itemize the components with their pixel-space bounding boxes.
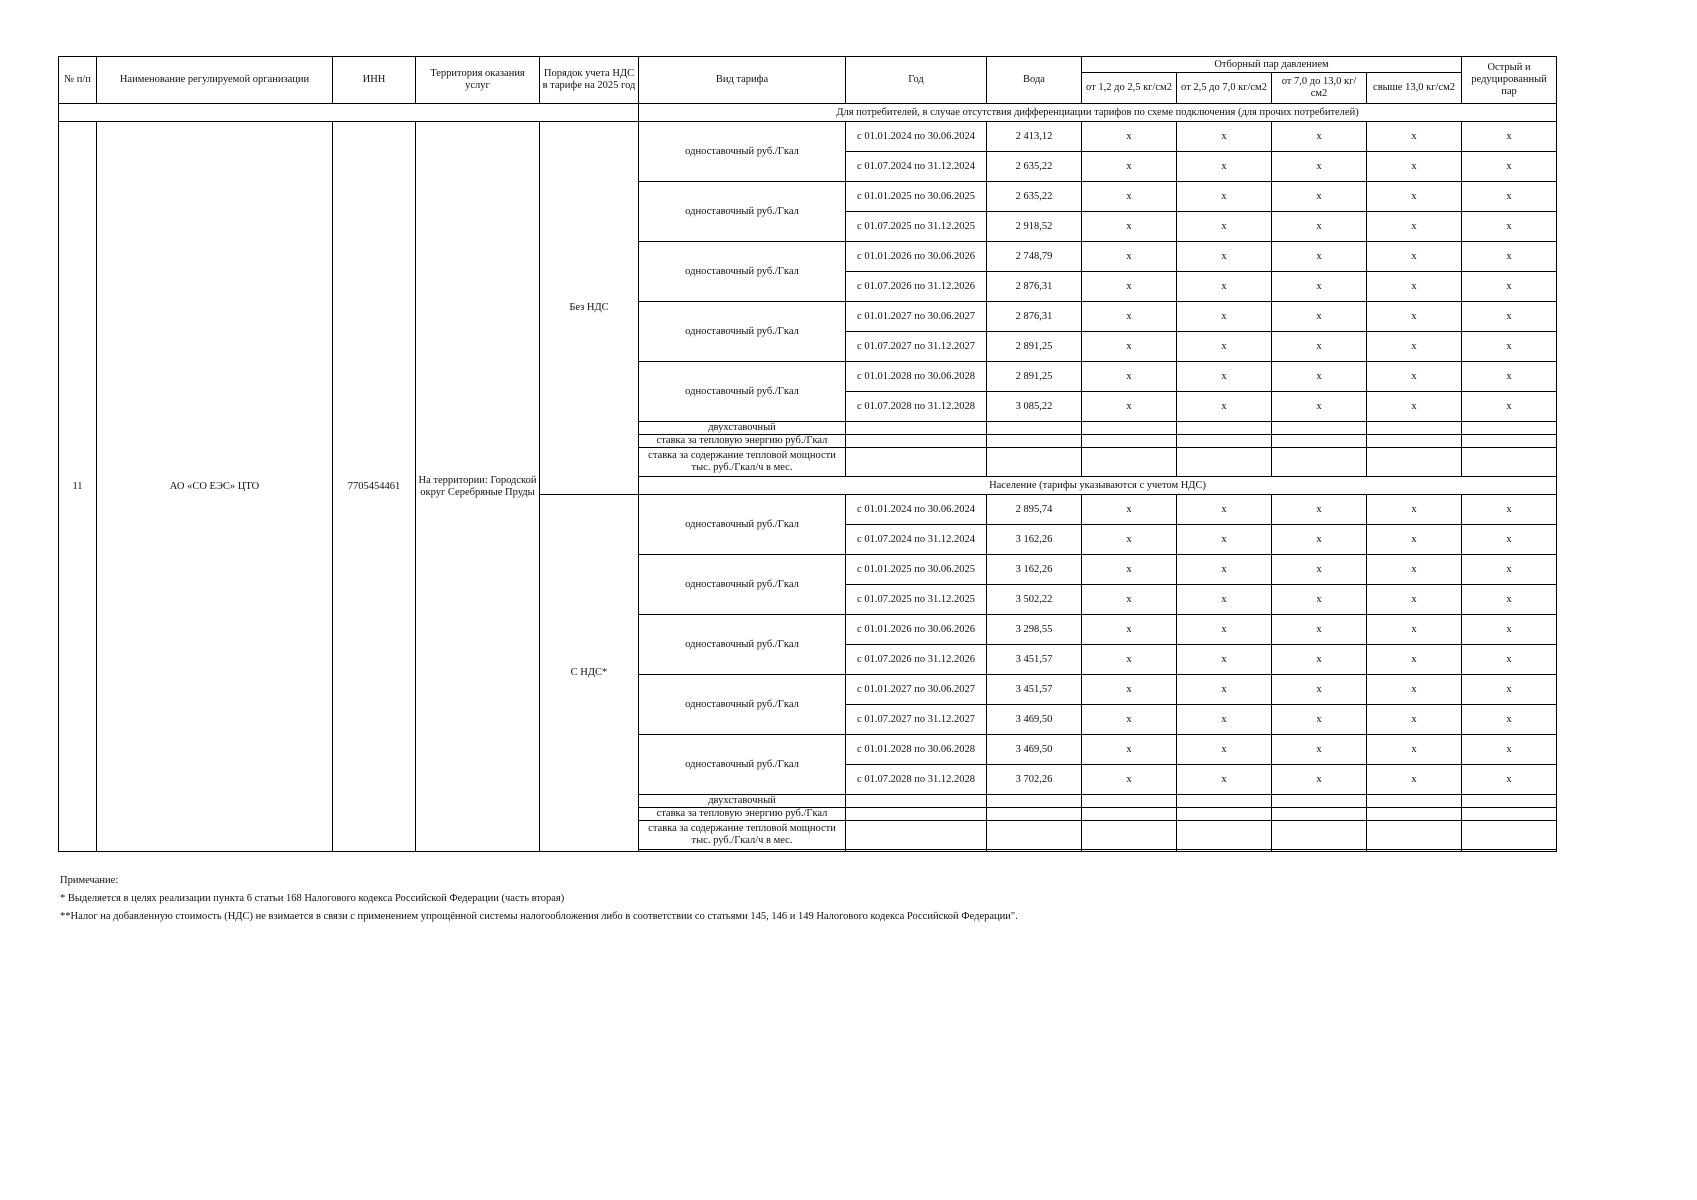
period-cell: с 01.07.2028 по 31.12.2028: [846, 765, 987, 795]
x-cell: x: [1082, 645, 1177, 675]
x-cell: x: [1082, 242, 1177, 272]
x-cell: x: [1177, 392, 1272, 422]
period-cell: с 01.01.2028 по 30.06.2028: [846, 735, 987, 765]
empty-cell: [1177, 422, 1272, 435]
x-cell: x: [1272, 302, 1367, 332]
header-tariff-type: Вид тарифа: [639, 57, 846, 104]
note-no-vat: **Налог на добавленную стоимость (НДС) не взимается в связи с применением упрощённой системы налогообложения либо в соответствии со статьями 145, 146 и 149 Налогового кодекса Российской Федерации".: [60, 911, 1018, 922]
energy-rate-label: ставка за тепловую энергию руб./Гкал: [639, 808, 846, 821]
x-cell: x: [1462, 212, 1557, 242]
x-cell: x: [1462, 615, 1557, 645]
x-cell: x: [1177, 735, 1272, 765]
vat-label: Без НДС: [540, 122, 639, 495]
x-cell: x: [1082, 495, 1177, 525]
empty-cell: [987, 422, 1082, 435]
empty-cell: [1177, 435, 1272, 448]
x-cell: x: [1177, 362, 1272, 392]
x-cell: x: [1367, 332, 1462, 362]
empty-cell: [1367, 435, 1462, 448]
x-cell: x: [1367, 212, 1462, 242]
period-cell: с 01.07.2027 по 31.12.2027: [846, 332, 987, 362]
x-cell: x: [1272, 615, 1367, 645]
water-value: 3 085,22: [987, 392, 1082, 422]
empty-cell: [1082, 821, 1177, 850]
empty-cell: [1082, 448, 1177, 477]
header-steam-group: Отборный пар давлением: [1082, 57, 1462, 73]
x-cell: x: [1462, 765, 1557, 795]
water-value: 3 451,57: [987, 645, 1082, 675]
x-cell: x: [1177, 645, 1272, 675]
water-value: 3 469,50: [987, 705, 1082, 735]
empty-cell: [987, 821, 1082, 850]
tariff-single-rate: одноставочный руб./Гкал: [639, 122, 846, 182]
header-inn: ИНН: [333, 57, 416, 104]
empty-cell: [846, 448, 987, 477]
x-cell: x: [1272, 645, 1367, 675]
x-cell: x: [1367, 735, 1462, 765]
water-value: 3 469,50: [987, 735, 1082, 765]
x-cell: x: [1272, 122, 1367, 152]
x-cell: x: [1272, 705, 1367, 735]
header-sharp-steam: Острый и редуцированный пар: [1462, 57, 1557, 104]
empty-cell: [846, 422, 987, 435]
x-cell: x: [1462, 182, 1557, 212]
x-cell: x: [1177, 585, 1272, 615]
header-steam-1-2-5: от 1,2 до 2,5 кг/см2: [1082, 73, 1177, 104]
x-cell: x: [1462, 555, 1557, 585]
x-cell: x: [1367, 302, 1462, 332]
x-cell: x: [1177, 332, 1272, 362]
empty-cell: [1462, 448, 1557, 477]
capacity-rate-label: ставка за содержание тепловой мощности тыс. руб./Гкал/ч в мес.: [639, 448, 846, 477]
x-cell: x: [1177, 242, 1272, 272]
period-cell: с 01.07.2025 по 31.12.2025: [846, 585, 987, 615]
empty-cell: [1367, 422, 1462, 435]
x-cell: x: [1367, 362, 1462, 392]
period-cell: с 01.01.2028 по 30.06.2028: [846, 362, 987, 392]
water-value: 2 891,25: [987, 332, 1082, 362]
org-num: 11: [59, 122, 97, 852]
x-cell: x: [1462, 332, 1557, 362]
empty-cell: [987, 795, 1082, 808]
x-cell: x: [1177, 302, 1272, 332]
x-cell: x: [1082, 555, 1177, 585]
water-value: 2 891,25: [987, 362, 1082, 392]
tariff-single-rate: одноставочный руб./Гкал: [639, 302, 846, 362]
x-cell: x: [1177, 152, 1272, 182]
period-cell: с 01.01.2027 по 30.06.2027: [846, 302, 987, 332]
x-cell: x: [1082, 525, 1177, 555]
x-cell: x: [1367, 555, 1462, 585]
x-cell: x: [1272, 525, 1367, 555]
period-cell: с 01.01.2026 по 30.06.2026: [846, 242, 987, 272]
x-cell: x: [1272, 765, 1367, 795]
x-cell: x: [1272, 392, 1367, 422]
x-cell: x: [1082, 615, 1177, 645]
empty-cell: [1367, 850, 1462, 852]
x-cell: x: [1367, 272, 1462, 302]
water-value: 3 451,57: [987, 675, 1082, 705]
x-cell: x: [1367, 122, 1462, 152]
empty-cell: [1082, 435, 1177, 448]
empty-cell: [987, 808, 1082, 821]
period-cell: с 01.07.2024 по 31.12.2024: [846, 525, 987, 555]
x-cell: x: [1462, 122, 1557, 152]
x-cell: x: [1272, 585, 1367, 615]
x-cell: x: [1082, 212, 1177, 242]
empty-cell: [987, 435, 1082, 448]
x-cell: x: [1462, 242, 1557, 272]
header-vat-order: Порядок учета НДС в тарифе на 2025 год: [540, 57, 639, 104]
x-cell: x: [1367, 495, 1462, 525]
empty-cell: [1177, 448, 1272, 477]
period-cell: с 01.07.2027 по 31.12.2027: [846, 705, 987, 735]
empty-cell: [1462, 795, 1557, 808]
water-value: 2 635,22: [987, 152, 1082, 182]
tariff-single-rate: одноставочный руб./Гкал: [639, 675, 846, 735]
empty-cell: [1272, 850, 1367, 852]
x-cell: x: [1082, 675, 1177, 705]
x-cell: x: [1082, 332, 1177, 362]
water-value: 2 413,12: [987, 122, 1082, 152]
empty-cell: [639, 850, 846, 852]
org-name: АО «СО ЕЭС» ЦТО: [97, 122, 333, 852]
x-cell: x: [1272, 242, 1367, 272]
notes-title: Примечание:: [60, 875, 119, 886]
empty-cell: [846, 808, 987, 821]
x-cell: x: [1082, 272, 1177, 302]
water-value: 3 702,26: [987, 765, 1082, 795]
header-year: Год: [846, 57, 987, 104]
x-cell: x: [1272, 555, 1367, 585]
x-cell: x: [1177, 272, 1272, 302]
water-value: 2 876,31: [987, 302, 1082, 332]
x-cell: x: [1272, 495, 1367, 525]
header-territory: Территория оказания услуг: [416, 57, 540, 104]
x-cell: x: [1082, 182, 1177, 212]
x-cell: x: [1367, 645, 1462, 675]
water-value: 2 918,52: [987, 212, 1082, 242]
x-cell: x: [1462, 585, 1557, 615]
period-cell: с 01.01.2025 по 30.06.2025: [846, 182, 987, 212]
x-cell: x: [1177, 525, 1272, 555]
water-value: 2 876,31: [987, 272, 1082, 302]
empty-cell: [846, 795, 987, 808]
x-cell: x: [1177, 555, 1272, 585]
x-cell: x: [1177, 212, 1272, 242]
section-spacer: [59, 104, 639, 122]
empty-cell: [1272, 435, 1367, 448]
empty-cell: [1462, 808, 1557, 821]
x-cell: x: [1462, 645, 1557, 675]
period-cell: с 01.01.2024 по 30.06.2024: [846, 122, 987, 152]
x-cell: x: [1272, 182, 1367, 212]
empty-cell: [1462, 435, 1557, 448]
x-cell: x: [1082, 302, 1177, 332]
empty-cell: [1082, 850, 1177, 852]
empty-cell: [1082, 795, 1177, 808]
x-cell: x: [1272, 332, 1367, 362]
water-value: 3 162,26: [987, 555, 1082, 585]
period-cell: с 01.07.2026 по 31.12.2026: [846, 645, 987, 675]
period-cell: с 01.01.2024 по 30.06.2024: [846, 495, 987, 525]
empty-cell: [1177, 808, 1272, 821]
tariff-single-rate: одноставочный руб./Гкал: [639, 242, 846, 302]
header-num: № п/п: [59, 57, 97, 104]
x-cell: x: [1177, 495, 1272, 525]
x-cell: x: [1082, 705, 1177, 735]
empty-cell: [1367, 795, 1462, 808]
empty-cell: [1082, 422, 1177, 435]
section-other-consumers: Для потребителей, в случае отсутствия дифференциации тарифов по схеме подключения (для прочих потребителей): [639, 104, 1557, 122]
period-cell: с 01.01.2026 по 30.06.2026: [846, 615, 987, 645]
x-cell: x: [1462, 272, 1557, 302]
x-cell: x: [1367, 152, 1462, 182]
header-water: Вода: [987, 57, 1082, 104]
water-value: 2 635,22: [987, 182, 1082, 212]
tariff-single-rate: одноставочный руб./Гкал: [639, 495, 846, 555]
empty-cell: [1177, 850, 1272, 852]
x-cell: x: [1272, 212, 1367, 242]
x-cell: x: [1082, 735, 1177, 765]
empty-cell: [846, 821, 987, 850]
empty-cell: [1367, 821, 1462, 850]
x-cell: x: [1082, 585, 1177, 615]
x-cell: x: [1462, 735, 1557, 765]
empty-cell: [1367, 808, 1462, 821]
x-cell: x: [1367, 765, 1462, 795]
empty-cell: [1367, 448, 1462, 477]
water-value: 3 502,22: [987, 585, 1082, 615]
empty-cell: [1272, 821, 1367, 850]
empty-cell: [1272, 448, 1367, 477]
x-cell: x: [1367, 392, 1462, 422]
tariff-single-rate: одноставочный руб./Гкал: [639, 615, 846, 675]
period-cell: с 01.01.2025 по 30.06.2025: [846, 555, 987, 585]
empty-cell: [1462, 821, 1557, 850]
x-cell: x: [1462, 302, 1557, 332]
x-cell: x: [1272, 675, 1367, 705]
header-steam-13-plus: свыше 13,0 кг/см2: [1367, 73, 1462, 104]
tariff-single-rate: одноставочный руб./Гкал: [639, 555, 846, 615]
org-inn: 7705454461: [333, 122, 416, 852]
x-cell: x: [1177, 765, 1272, 795]
header-steam-2-5-7: от 2,5 до 7,0 кг/см2: [1177, 73, 1272, 104]
water-value: 3 298,55: [987, 615, 1082, 645]
x-cell: x: [1462, 152, 1557, 182]
period-cell: с 01.07.2028 по 31.12.2028: [846, 392, 987, 422]
empty-cell: [1082, 808, 1177, 821]
vat-label: С НДС*: [540, 495, 639, 852]
water-value: 2 895,74: [987, 495, 1082, 525]
org-territory: На территории: Городской округ Серебряные Пруды: [416, 122, 540, 852]
energy-rate-label: ставка за тепловую энергию руб./Гкал: [639, 435, 846, 448]
x-cell: x: [1082, 765, 1177, 795]
tariff-single-rate: одноставочный руб./Гкал: [639, 735, 846, 795]
x-cell: x: [1462, 525, 1557, 555]
empty-cell: [987, 850, 1082, 852]
x-cell: x: [1367, 615, 1462, 645]
x-cell: x: [1082, 392, 1177, 422]
x-cell: x: [1082, 152, 1177, 182]
water-value: 3 162,26: [987, 525, 1082, 555]
table-row: [59, 122, 1557, 152]
x-cell: x: [1367, 705, 1462, 735]
x-cell: x: [1082, 362, 1177, 392]
empty-cell: [1177, 795, 1272, 808]
x-cell: x: [1177, 675, 1272, 705]
empty-cell: [987, 448, 1082, 477]
x-cell: x: [1462, 392, 1557, 422]
x-cell: x: [1462, 362, 1557, 392]
x-cell: x: [1272, 735, 1367, 765]
x-cell: x: [1367, 525, 1462, 555]
tariff-sheet: [58, 56, 1550, 852]
note-vat: * Выделяется в целях реализации пункта 6 статьи 168 Налогового кодекса Российской Федерации (часть вторая): [60, 893, 565, 904]
tariff-single-rate: одноставочный руб./Гкал: [639, 182, 846, 242]
tariff-two-rate: двухставочный: [639, 422, 846, 435]
x-cell: x: [1177, 705, 1272, 735]
x-cell: x: [1367, 182, 1462, 212]
empty-cell: [846, 850, 987, 852]
x-cell: x: [1177, 122, 1272, 152]
x-cell: x: [1082, 122, 1177, 152]
period-cell: с 01.01.2027 по 30.06.2027: [846, 675, 987, 705]
empty-cell: [1177, 821, 1272, 850]
x-cell: x: [1462, 705, 1557, 735]
header-org: Наименование регулируемой организации: [97, 57, 333, 104]
water-value: 2 748,79: [987, 242, 1082, 272]
period-cell: с 01.07.2026 по 31.12.2026: [846, 272, 987, 302]
x-cell: x: [1177, 615, 1272, 645]
empty-cell: [1272, 422, 1367, 435]
empty-cell: [1272, 795, 1367, 808]
x-cell: x: [1367, 675, 1462, 705]
empty-cell: [1272, 808, 1367, 821]
period-cell: с 01.07.2024 по 31.12.2024: [846, 152, 987, 182]
x-cell: x: [1272, 272, 1367, 302]
tariff-two-rate: двухставочный: [639, 795, 846, 808]
x-cell: x: [1367, 242, 1462, 272]
capacity-rate-label: ставка за содержание тепловой мощности тыс. руб./Гкал/ч в мес.: [639, 821, 846, 850]
x-cell: x: [1462, 675, 1557, 705]
x-cell: x: [1462, 495, 1557, 525]
x-cell: x: [1367, 585, 1462, 615]
notes: [60, 872, 1018, 926]
empty-cell: [846, 435, 987, 448]
tariff-single-rate: одноставочный руб./Гкал: [639, 362, 846, 422]
x-cell: x: [1177, 182, 1272, 212]
x-cell: x: [1272, 362, 1367, 392]
empty-cell: [1462, 850, 1557, 852]
empty-cell: [1462, 422, 1557, 435]
section-population: Население (тарифы указываются с учетом НДС): [639, 477, 1557, 495]
period-cell: с 01.07.2025 по 31.12.2025: [846, 212, 987, 242]
tariff-table: [58, 56, 1557, 852]
header-steam-7-13: от 7,0 до 13,0 кг/см2: [1272, 73, 1367, 104]
x-cell: x: [1272, 152, 1367, 182]
